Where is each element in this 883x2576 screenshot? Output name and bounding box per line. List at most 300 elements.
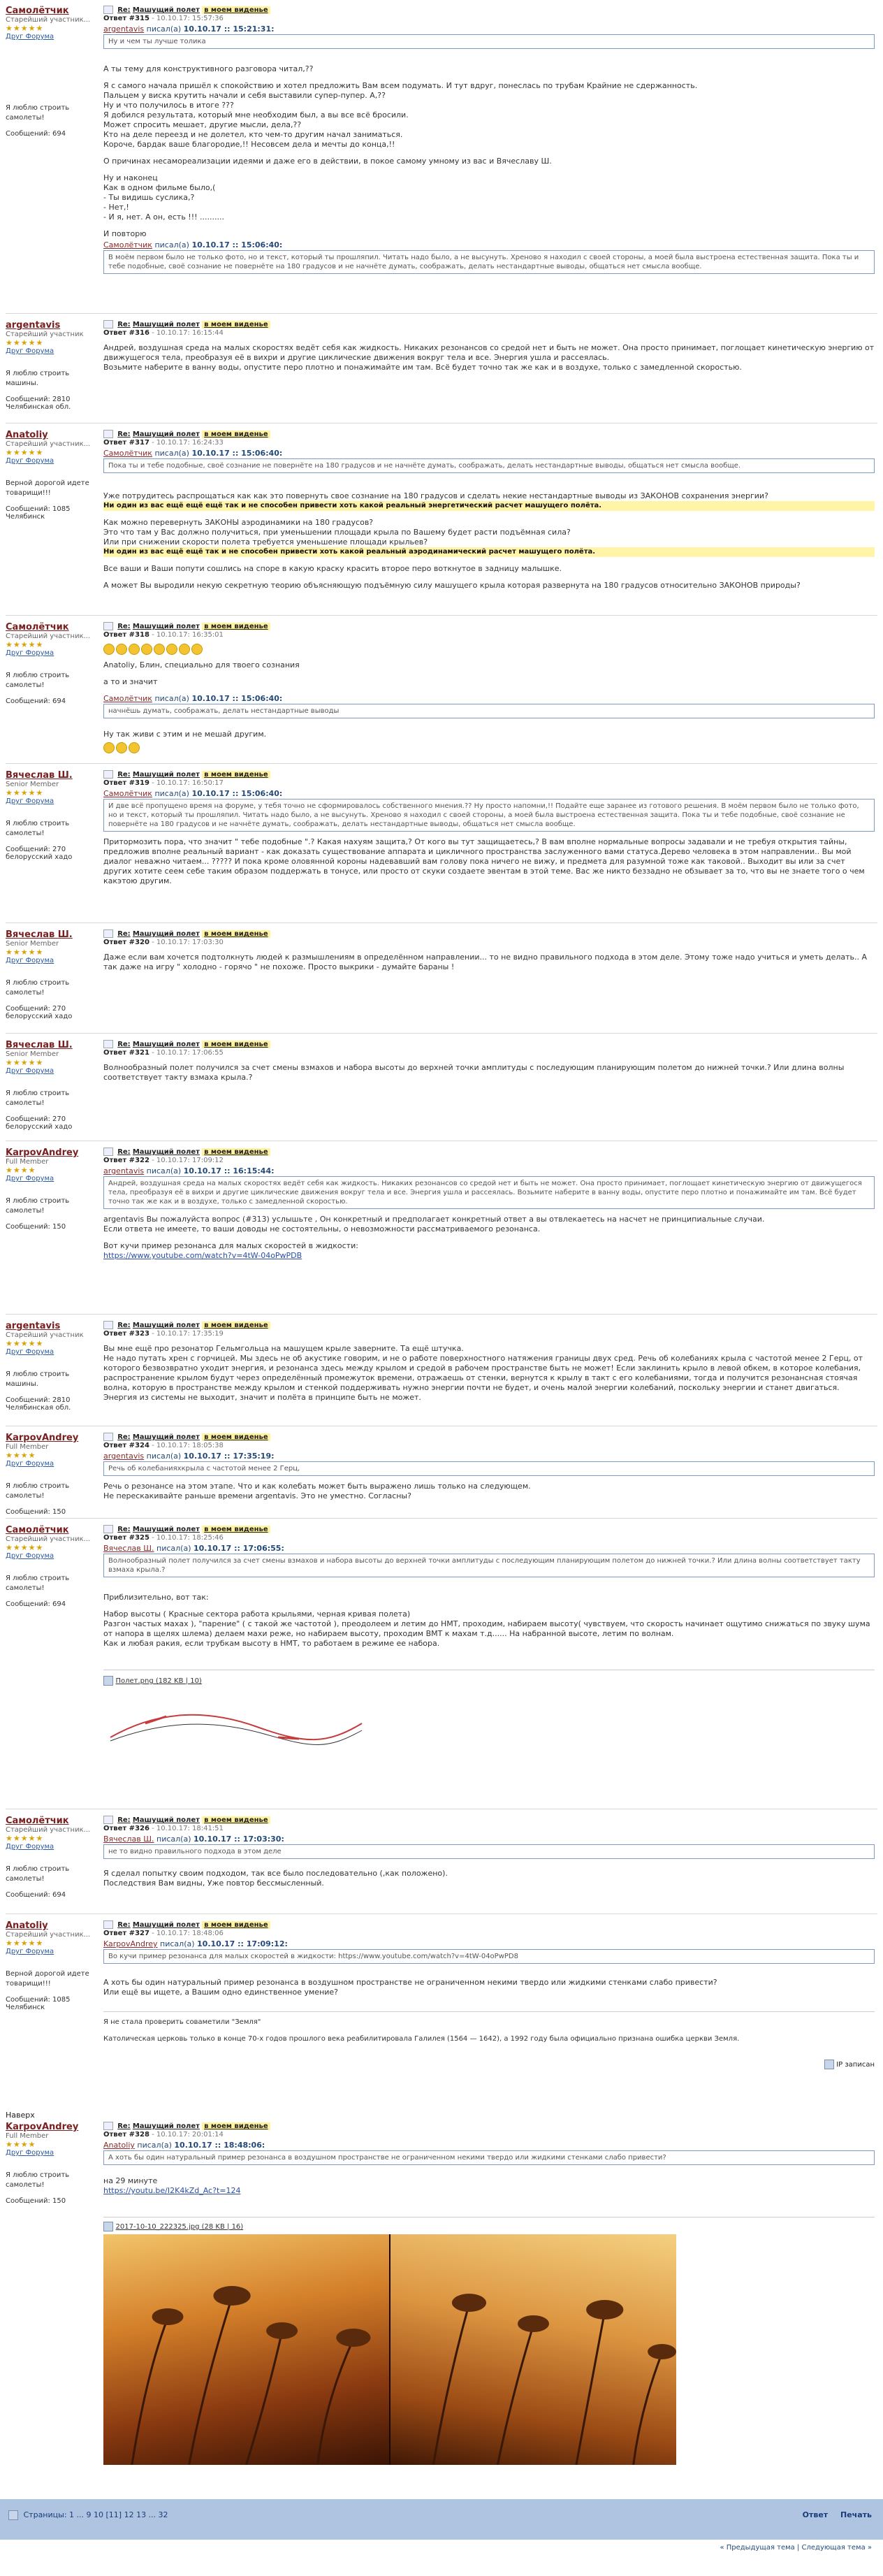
- post-number: Ответ #315: [103, 15, 149, 22]
- topic-tag[interactable]: в моем виденье: [202, 430, 270, 438]
- friend-link[interactable]: Друг Форума: [6, 457, 54, 465]
- author-name[interactable]: argentavis: [6, 320, 61, 331]
- message: [103, 2122, 875, 2465]
- divider: [6, 615, 877, 616]
- topic-tag[interactable]: в моем виденье: [202, 321, 270, 328]
- topic-tag[interactable]: в моем виденье: [202, 2122, 270, 2130]
- smiley-row: [103, 742, 875, 753]
- author-name[interactable]: Вячеслав Ш.: [6, 770, 73, 781]
- topic-tag[interactable]: в моем виденье: [202, 1526, 270, 1533]
- rating-stars: ★★★★★: [6, 1058, 44, 1067]
- pages-icon: [8, 2510, 18, 2520]
- post-number: Ответ #317: [103, 439, 149, 447]
- reply-button[interactable]: Ответ: [802, 2510, 829, 2519]
- photo-right-half: [391, 2234, 676, 2465]
- post-icon: [103, 929, 113, 938]
- footer-actions: [793, 2510, 872, 2519]
- post-number: Ответ #318: [103, 631, 149, 639]
- post-date: - 10.10.17: 16:24:33: [152, 439, 224, 447]
- message-count: Сообщений: 694: [6, 130, 66, 138]
- quote-author[interactable]: Самолётчик: [103, 449, 152, 458]
- friend-link[interactable]: Друг Форума: [6, 2149, 54, 2157]
- author-block: [6, 1040, 100, 1131]
- smiley-icon: [179, 644, 190, 655]
- topic-tag[interactable]: в моем виденье: [202, 1148, 270, 1156]
- post-body: [103, 953, 875, 972]
- quote-author[interactable]: Вячеслав Ш.: [103, 1835, 154, 1844]
- quote-author[interactable]: Самолётчик: [103, 240, 152, 249]
- post-header: [103, 770, 875, 788]
- post-number: Ответ #319: [103, 779, 149, 787]
- topic-tag[interactable]: в моем виденье: [202, 1041, 270, 1048]
- post-header: [103, 430, 875, 447]
- reply-prefix[interactable]: Re:: [117, 2122, 131, 2130]
- text-line: Если ответа не имеете, то ваши доводы не состоятельны, о невозможности рассматриваемого резонанса.: [103, 1224, 541, 1233]
- author-rank: Старейший участник...: [6, 440, 91, 448]
- text-line: Ну и наконец: [103, 173, 158, 182]
- wing-sector: [145, 1716, 166, 1723]
- author-motto: Я люблю строить самолеты!: [6, 1865, 70, 1883]
- post-body: [103, 837, 875, 886]
- post-number: Ответ #327: [103, 1930, 149, 1937]
- quote-header: [103, 694, 875, 703]
- attachment-link[interactable]: 2017-10-10_222325.jpg (28 KB | 16): [115, 2223, 244, 2231]
- attachment-link[interactable]: Полет.png (182 KB | 10): [115, 1677, 202, 1685]
- smiley-icon: [116, 742, 127, 753]
- author-motto: Верной дорогой идете товарищи!!!: [6, 479, 89, 497]
- pagination[interactable]: [8, 2510, 171, 2520]
- topic-link[interactable]: Машущий полет: [132, 1148, 200, 1156]
- post-number: Ответ #328: [103, 2131, 149, 2139]
- topic-navigation[interactable]: « Предыдущая тема | Следующая тема »: [720, 2544, 872, 2552]
- quote-header: [103, 1452, 875, 1461]
- smiley-icon: [191, 644, 203, 655]
- quote-box: Ну и чем ты лучше толика: [103, 34, 875, 49]
- friend-link[interactable]: Друг Форума: [6, 1175, 54, 1182]
- author-name[interactable]: Самолётчик: [6, 1816, 69, 1826]
- text-line: Вот кучи пример резонанса для малых скоростей в жидкости:: [103, 1241, 358, 1250]
- text-line: А ты тему для конструктивного разговора читал,??: [103, 64, 314, 73]
- flight-path: [110, 1724, 362, 1744]
- text-line: argentavis Вы пожалуйста вопрос (#313) услышьте , Он конкретный и предполагает конкретный ответ а вы отвлекаетесь на насчет не принципиальные случаи.: [103, 1215, 765, 1224]
- topic-tag[interactable]: в моем виденье: [202, 930, 270, 938]
- text-line: А хоть бы один натуральный пример резонанса в воздушном пространстве не ограниченном некими твердо или жидкими стенками слабо привести?: [103, 1978, 717, 1987]
- text-line: Как и любая ракия, если трубкам высоту в НМТ, то работаем в режиме ее набора.: [103, 1639, 440, 1648]
- author-name[interactable]: argentavis: [6, 1321, 61, 1331]
- topic-link[interactable]: Машущий полет: [132, 771, 200, 779]
- post-number: Ответ #324: [103, 1442, 149, 1449]
- message: [103, 1816, 875, 1888]
- quote-header: [103, 1166, 875, 1175]
- post-icon: [103, 430, 113, 438]
- text-line: на 29 минуте: [103, 2176, 158, 2185]
- quote-author[interactable]: Самолётчик: [103, 694, 152, 703]
- friend-link[interactable]: Друг Форума: [6, 797, 54, 805]
- post-body: [103, 660, 875, 687]
- quote-author[interactable]: Самолётчик: [103, 789, 152, 798]
- text-line: Как можно перевернуть ЗАКОНЫ аэродинамики на 180 градусов?: [103, 518, 374, 527]
- author-name[interactable]: Anatoliy: [6, 430, 48, 440]
- author-motto: Верной дорогой идете товарищи!!!: [6, 1970, 89, 1988]
- post-header: [103, 929, 875, 947]
- quote-date: 10.10.17 :: 17:03:30:: [193, 1835, 284, 1844]
- post-date: - 10.10.17: 17:06:55: [152, 1049, 224, 1057]
- rating-stars: ★★★★★: [6, 788, 44, 797]
- quote-box: Во кучи пример резонанса для малых скоростей в жидкости: https://www.youtube.com/watch?v=4tW-04oPwPD8: [103, 1949, 875, 1964]
- post-body: [103, 491, 875, 591]
- quote-date: 10.10.17 :: 15:06:40:: [191, 789, 283, 798]
- quote-date: 10.10.17 :: 17:09:12:: [197, 1939, 288, 1948]
- text-line: Или при снижении скорости полета требуется уменьшение площади крыльев?: [103, 537, 428, 547]
- post-body: [103, 1869, 875, 1888]
- rating-stars: ★★★★★: [6, 24, 44, 33]
- quote-author[interactable]: KarpovAndrey: [103, 1939, 158, 1948]
- quote-say: писал(а): [154, 694, 189, 703]
- post-header: [103, 2122, 875, 2139]
- topic-link[interactable]: Машущий полет: [132, 1921, 200, 1929]
- divider: [6, 1518, 877, 1519]
- quote-date: 10.10.17 :: 17:06:55:: [193, 1544, 284, 1553]
- post-header: [103, 622, 875, 639]
- ip-icon: [824, 2060, 834, 2069]
- author-rank: Senior Member: [6, 781, 59, 788]
- post-icon: [103, 622, 113, 630]
- post-icon: [103, 770, 113, 779]
- message: [103, 1433, 875, 1501]
- divider: [6, 423, 877, 424]
- author-motto: Я люблю строить самолеты!: [6, 979, 70, 997]
- post-body: [103, 2176, 875, 2196]
- author-rank: Старейший участник...: [6, 1535, 91, 1543]
- smiley-icon: [129, 742, 140, 753]
- author-name[interactable]: Самолётчик: [6, 1525, 69, 1535]
- author-rank: Старейший участник: [6, 1331, 84, 1339]
- message-count: Сообщений: 270 белорусский хадо: [6, 846, 73, 861]
- reply-prefix[interactable]: Re:: [117, 1526, 131, 1533]
- wing-sector: [278, 1737, 299, 1739]
- author-rank: Старейший участник: [6, 331, 84, 338]
- reply-prefix[interactable]: Re:: [117, 1041, 131, 1048]
- author-rank: Старейший участник...: [6, 16, 91, 24]
- quote-say: писал(а): [146, 1452, 182, 1461]
- photo-left-half: [103, 2234, 389, 2465]
- text-line: - Нет,!: [103, 203, 129, 212]
- post-header: [103, 1816, 875, 1833]
- post-number: Ответ #322: [103, 1157, 149, 1164]
- author-block: [6, 6, 100, 138]
- text-line: Волнообразный полет получился за счет смены взмахов и набора высоты до верхней точки амплитуды с последующим планирующим полетом до нижней точки.? Или длина волны соответствует такту взмаха крыла.?: [103, 1063, 845, 1082]
- reply-prefix[interactable]: Re:: [117, 623, 131, 630]
- rating-stars: ★★★★: [6, 1166, 36, 1175]
- post-header: [103, 1525, 875, 1542]
- topic-link[interactable]: Машущий полет: [132, 1433, 200, 1441]
- back-to-top-link[interactable]: Наверх: [6, 2111, 35, 2120]
- topic-tag[interactable]: в моем виденье: [202, 6, 270, 14]
- rating-stars: ★★★★★: [6, 640, 44, 649]
- quote-author[interactable]: Anatoliy: [103, 2141, 135, 2150]
- post-date: - 10.10.17: 18:25:46: [152, 1534, 224, 1542]
- author-block: [6, 770, 100, 861]
- quote-say: писал(а): [154, 449, 189, 458]
- post-body: [103, 1344, 875, 1403]
- quote-box: И две всё пропущено время на форуме, у тебя точно не сформировалось собственного мнения.?? Ну просто напомни,!! Подайте еще заранее из готового решения. В моём первом было не только фото, но и текст, который ты прошляпил. Читать надо было, а не высунуть. Хреново я находил с своей стороны, а моей была выстроена естественная защита. Пока ты и тебе подобные, своё сознание не повернёте на 180 градусов и не начнёте думать, соображать, делать нестандартные выводы, общаться нет смысла вообще.: [103, 799, 875, 832]
- attachment: [103, 1670, 875, 1686]
- quote-box: Волнообразный полет получился за счет смены взмахов и набора высоты до верхней точки амплитуды с последующим планирующим полетом до нижней точки.? Или длина волны соответствует такту взмаха крыла.?: [103, 1554, 875, 1577]
- post-icon: [103, 1148, 113, 1156]
- text-line: Не надо путать хрен с горчицей. Мы здесь не об акустике говорим, и не о работе поверхностного натяжения границы двух сред. Речь об колебаниях крыла с частотой менее 2 Герц, от которого безвозвратно уходит энергия, и резонанса здесь между крылом и средой в рабочем пространстве быть не может! Если заклинить крыло в левой обкем, в которое колебания, распространение крылом будут через определённый промежуток времени, отражаешь от стенки, вернутся к крылу в такт с его колебаниями, тогда и получится резонансная стоячая волна, которую в пространстве между крылом и стенкой поддерживать нужно энергии почти не будет, и очень малой энергии колебаний, поскольку энергии и станет двигаться. Энергия из системы не выходит, значит и полёта в принципе быть не может.: [103, 1354, 863, 1402]
- quote-say: писал(а): [154, 789, 189, 798]
- text-line: Ну и что получилось в итоге ???: [103, 101, 234, 110]
- author-motto: Я люблю строить самолеты!: [6, 1482, 70, 1500]
- author-block: [6, 622, 100, 705]
- quote-header: [103, 1544, 875, 1553]
- author-name[interactable]: Самолётчик: [6, 622, 69, 632]
- post-icon: [103, 2122, 113, 2130]
- topic-tag[interactable]: в моем виденье: [202, 771, 270, 779]
- flight-diagram: [103, 1695, 369, 1758]
- message-count: Сообщений: 270 белорусский хадо: [6, 1115, 73, 1131]
- friend-link[interactable]: Друг Форума: [6, 1067, 54, 1075]
- reply-prefix[interactable]: Re:: [117, 1921, 131, 1929]
- quote-date: 10.10.17 :: 16:15:44:: [183, 1166, 275, 1175]
- quote-date: 10.10.17 :: 15:06:40:: [191, 694, 283, 703]
- post-body: [103, 1978, 875, 2044]
- topic-link[interactable]: Машущий полет: [132, 623, 200, 630]
- friend-link[interactable]: Друг Форума: [6, 1348, 54, 1356]
- author-rank: Старейший участник...: [6, 632, 91, 640]
- friend-link[interactable]: Друг Форума: [6, 957, 54, 964]
- rating-stars: ★★★★★: [6, 948, 44, 957]
- author-block: [6, 1433, 100, 1516]
- post-header: [103, 1920, 875, 1938]
- quote-say: писал(а): [154, 240, 189, 249]
- text-line: Приблизительно, вот так:: [103, 1593, 209, 1602]
- post-icon: [103, 6, 113, 14]
- text-line: А может Вы выродили некую секретную теорию объясняющую подъёмную силу машущего крыла которая развернута на 180 градусов относительно ЗАКОНОВ природы?: [103, 581, 801, 590]
- divider: [6, 1314, 877, 1315]
- message: [103, 6, 875, 274]
- message-count: Сообщений: 694: [6, 1891, 66, 1899]
- message: [103, 320, 875, 372]
- quote-box: В моём первом было не только фото, но и текст, который ты прошляпил. Читать надо было, а не высунуть. Хреново я находил с своей стороны, а моей была выстроена естественная защита. Пока ты и тебе подобные, своё сознание не повернёте на 180 градусов и не начнёте думать, соображать, делать нестандартные выводы, общаться нет смысла вообще.: [103, 250, 875, 274]
- text-line: О причинах несамореализации идеями и даже его в действии, в покое самому умному из вас и Вячеславу Ш.: [103, 157, 552, 166]
- text-line: Короче, бардак ваше благородие,!! Несовсем дела и мечты до конца,!!: [103, 140, 395, 149]
- author-motto: Я люблю строить самолеты!: [6, 104, 70, 122]
- text-line: Я с самого начала пришёл к спокойствию и хотел предложить Вам всем подумать. И тут вдруг, понеслась по трубам Крайние не сдержанность.: [103, 81, 698, 90]
- text-line: Anatoliy, Блин, специально для твоего сознания: [103, 660, 300, 670]
- reply-prefix[interactable]: Re:: [117, 321, 131, 328]
- text-line: а то и значит: [103, 677, 158, 686]
- topic-tag[interactable]: в моем виденье: [202, 623, 270, 630]
- reply-prefix[interactable]: Re:: [117, 430, 131, 438]
- text-line: Возьмите наберите в ванну воды, опустите перо плотно и понажимайте им там. Всё будет точно так же как и в воздухе, только с замедленной скоростью.: [103, 363, 742, 372]
- author-name[interactable]: KarpovAndrey: [6, 2122, 79, 2132]
- topic-link[interactable]: Машущий полет: [132, 321, 200, 328]
- reply-prefix[interactable]: Re:: [117, 1148, 131, 1156]
- post-icon: [103, 1525, 113, 1533]
- quote-author[interactable]: argentavis: [103, 1452, 145, 1461]
- text-line: - Ты видишь суслика,?: [103, 193, 195, 202]
- reply-prefix[interactable]: Re:: [117, 930, 131, 938]
- reply-prefix[interactable]: Re:: [117, 6, 131, 14]
- reply-prefix[interactable]: Re:: [117, 1816, 131, 1824]
- attached-photo[interactable]: [103, 2234, 676, 2465]
- print-button[interactable]: Печать: [840, 2510, 872, 2519]
- attachment-icon: [103, 1676, 113, 1686]
- smiley-icon: [141, 644, 152, 655]
- topic-link[interactable]: Машущий полет: [132, 430, 200, 438]
- rating-stars: ★★★★★: [6, 338, 44, 347]
- quote-say: писал(а): [156, 1544, 191, 1553]
- rating-stars: ★★★★★: [6, 1339, 44, 1348]
- post-header: [103, 320, 875, 338]
- smiley-icon: [103, 644, 115, 655]
- post-body: [103, 64, 875, 239]
- reply-prefix[interactable]: Re:: [117, 1322, 131, 1329]
- text-line: Андрей, воздушная среда на малых скоростях ведёт себя как жидкость. Никаких резонансов со средой нет и быть не может. Она просто принимает, поглощает кинетическую энергию от движущегося тела, преобразуя её в вихри и другие циклические движения вокруг тела и все. Энергия ушла и рассеялась.: [103, 343, 875, 362]
- author-motto: Я люблю строить самолеты!: [6, 1090, 70, 1107]
- quote-header: [103, 1835, 875, 1844]
- topic-link[interactable]: Машущий полет: [132, 1526, 200, 1533]
- post-body: [103, 343, 875, 372]
- quote-date: 10.10.17 :: 15:06:40:: [191, 449, 283, 458]
- friend-link[interactable]: Друг Форума: [6, 33, 54, 41]
- topic-link[interactable]: Машущий полет: [132, 930, 200, 938]
- text-line: И повторю: [103, 229, 147, 238]
- quote-say: писал(а): [137, 2141, 172, 2150]
- quote-say: писал(а): [160, 1939, 195, 1948]
- smiley-row: [103, 644, 875, 655]
- message-count: Сообщений: 270 белорусский хадо: [6, 1005, 73, 1020]
- reply-prefix[interactable]: Re:: [117, 1433, 131, 1441]
- rating-stars: ★★★★★: [6, 1834, 44, 1843]
- topic-link[interactable]: Машущий полет: [132, 1041, 200, 1048]
- post-date: - 10.10.17: 16:50:17: [152, 779, 224, 787]
- grass-silhouette: [391, 2234, 676, 2465]
- quote-author[interactable]: argentavis: [103, 24, 145, 34]
- post-number: Ответ #316: [103, 329, 149, 337]
- post-header: [103, 1040, 875, 1057]
- topic-tag[interactable]: в моем виденье: [202, 1433, 270, 1441]
- post-body: [103, 1593, 875, 1649]
- smiley-icon: [103, 742, 115, 753]
- quote-box: не то видно правильного подхода в этом деле: [103, 1844, 875, 1859]
- text-line: Пальцем у виска крутить начали и себя выставили супер-пупер. А,??: [103, 91, 386, 100]
- message-count: Сообщений: 1085 Челябинск: [6, 1996, 71, 2011]
- author-motto: Я люблю строить самолеты!: [6, 820, 70, 837]
- author-motto: Я люблю строить машины.: [6, 1370, 70, 1388]
- text-line: Не перескакивайте раньше времени argentavis. Это не уместно. Согласны?: [103, 1491, 411, 1500]
- rating-stars: ★★★★: [6, 2140, 36, 2149]
- post-header: [103, 6, 875, 23]
- author-motto: Я люблю строить самолеты!: [6, 1575, 70, 1592]
- message-count: Сообщений: 694: [6, 1600, 66, 1608]
- author-block: [6, 320, 100, 411]
- author-name[interactable]: Вячеслав Ш.: [6, 929, 73, 940]
- author-name[interactable]: Вячеслав Ш.: [6, 1040, 73, 1050]
- divider: [6, 1033, 877, 1034]
- author-block: [6, 929, 100, 1020]
- message: [103, 1920, 875, 2069]
- message-count: Сообщений: 150: [6, 1508, 66, 1516]
- quote-author[interactable]: Вячеслав Ш.: [103, 1544, 154, 1553]
- text-line: Притормозить пора, что значит " тебе подобные ".? Какая нахуям защита,? От кого вы тут защищаетесь,? В вам вполне нормальные вопросы задавали и не требуя открытия тайны, предложив вполне реальный вариант - как доказать существование аппарата и цикличного пространства заслуженного вами статуса.Дерево человека в этом направлении.. Вы мой диалог неважно читаем... ????? И пока кроме оловянной короны надевавший вам голову пока ничего не вижу, и предмета для разумной тоже как таковой.. Выходит вы или за счет других хотите сеем себе таким образом поддержать в тонусе, или просто от скуки создаете эвентам в этой теме. Вас же никто беззадно не обзывает за то, что вы не знаете того о чем какэтою другим.: [103, 837, 865, 885]
- topic-tag[interactable]: в моем виденье: [202, 1322, 270, 1329]
- message: [103, 1040, 875, 1083]
- signature-line: Католическая церковь только в конце 70-х годов прошлого века реабилитировала Галилея (1564 — 1642), а 1992 году была официально признана ошибка церкви Земля.: [103, 2035, 740, 2043]
- video-link[interactable]: https://youtu.be/I2K4kZd_Ac?t=124: [103, 2186, 241, 2195]
- author-name[interactable]: KarpovAndrey: [6, 1433, 79, 1443]
- post-icon: [103, 1816, 113, 1824]
- friend-link[interactable]: Друг Форума: [6, 347, 54, 355]
- text-line: Вы мне ещё про резонатор Гельмгольца на машущем крыле заверните. Та ещё штучка.: [103, 1344, 464, 1353]
- post-date: - 10.10.17: 17:35:19: [152, 1330, 224, 1338]
- author-rank: Senior Member: [6, 1050, 59, 1058]
- author-rank: Full Member: [6, 1158, 49, 1166]
- post-icon: [103, 1920, 113, 1929]
- author-rank: Старейший участник...: [6, 1826, 91, 1834]
- author-name[interactable]: Самолётчик: [6, 6, 69, 16]
- post-header: [103, 1148, 875, 1165]
- friend-link[interactable]: Друг Форума: [6, 1460, 54, 1468]
- quote-header: [103, 789, 875, 798]
- author-motto: Я люблю строить самолеты!: [6, 1197, 70, 1215]
- post-date: - 10.10.17: 15:57:36: [152, 15, 224, 22]
- topic-tag[interactable]: в моем виденье: [202, 1921, 270, 1929]
- attachment: [103, 2217, 875, 2231]
- smiley-icon: [116, 644, 127, 655]
- author-name[interactable]: Anatoliy: [6, 1920, 48, 1931]
- post-date: - 10.10.17: 18:05:38: [152, 1442, 224, 1449]
- topic-link[interactable]: Машущий полет: [132, 2122, 200, 2130]
- friend-link[interactable]: Друг Форума: [6, 1552, 54, 1560]
- post-number: Ответ #321: [103, 1049, 149, 1057]
- post-date: - 10.10.17: 18:41:51: [152, 1825, 224, 1832]
- friend-link[interactable]: Друг Форума: [6, 1843, 54, 1851]
- topic-link[interactable]: Машущий полет: [132, 1816, 200, 1824]
- friend-link[interactable]: Друг Форума: [6, 1948, 54, 1955]
- text-line: Кто на деле переезд и не долетел, кто чем-то другим начал заниматься.: [103, 130, 403, 139]
- quote-say: писал(а): [156, 1835, 191, 1844]
- friend-link[interactable]: Друг Форума: [6, 649, 54, 657]
- post-date: - 10.10.17: 20:01:14: [152, 2131, 224, 2139]
- rating-stars: ★★★★★: [6, 1543, 44, 1552]
- rating-stars: ★★★★: [6, 1451, 36, 1460]
- pagination-label[interactable]: Страницы: 1 ... 9 10 [11] 12 13 ... 32: [23, 2510, 168, 2519]
- post-icon: [103, 1433, 113, 1441]
- reply-prefix[interactable]: Re:: [117, 771, 131, 779]
- author-block: [6, 430, 100, 521]
- video-link[interactable]: https://www.youtube.com/watch?v=4tW-04oPwPDB: [103, 1251, 302, 1260]
- message: [103, 770, 875, 886]
- topic-link[interactable]: Машущий полет: [132, 1322, 200, 1329]
- topic-link[interactable]: Машущий полет: [132, 6, 200, 14]
- divider: [6, 1913, 877, 1914]
- post-number: Ответ #325: [103, 1534, 149, 1542]
- attachment-icon: [103, 2222, 113, 2231]
- quote-box: Пока ты и тебе подобные, своё сознание не повернёте на 180 градусов и не начнёте думать, соображать, делать нестандартные выводы, общаться нет смысла вообще.: [103, 458, 875, 473]
- divider: [6, 313, 877, 314]
- text-line: Как в одном фильме было,(: [103, 183, 216, 192]
- quote-date: 10.10.17 :: 15:06:40:: [191, 240, 283, 249]
- post-number: Ответ #320: [103, 939, 149, 946]
- text-line: Я сделал попытку своим подходом, так все было последовательно (,как положено).: [103, 1869, 448, 1878]
- quote-date: 10.10.17 :: 15:21:31:: [183, 24, 275, 34]
- quote-author[interactable]: argentavis: [103, 1166, 145, 1175]
- divider: [6, 922, 877, 923]
- author-name[interactable]: KarpovAndrey: [6, 1148, 79, 1158]
- topic-tag[interactable]: в моем виденье: [202, 1816, 270, 1824]
